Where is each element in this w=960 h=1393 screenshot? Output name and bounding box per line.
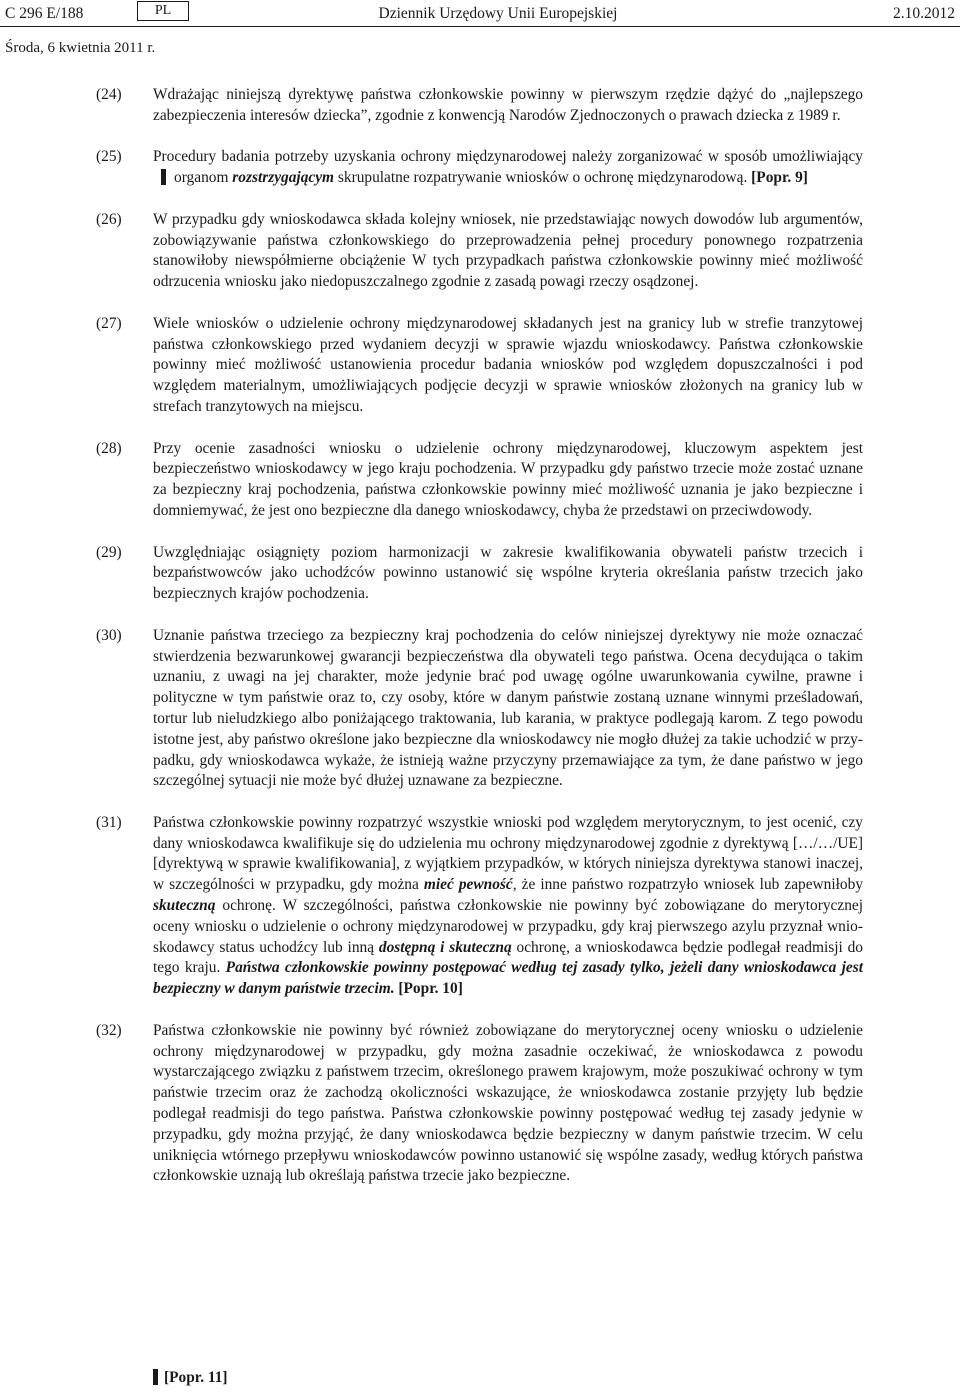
page-header [0, 0, 960, 26]
text-run: , że inne państwo rozpatrzyło wniosek lub zapewniłoby [512, 876, 864, 894]
recital-number: (24) [96, 86, 122, 103]
recital [0, 543, 960, 605]
change-bar [153, 1369, 158, 1385]
recital-number: (31) [96, 813, 122, 831]
recital [0, 813, 960, 1000]
recital-number: (28) [96, 439, 122, 457]
sitting-date: Środa, 6 kwietnia 2011 r. [5, 40, 156, 56]
text-run: skrupulatne rozpatrywanie wniosków o ochronę międzynarodową. [334, 169, 752, 187]
amendment-marker: [Popr. 9] [751, 169, 808, 187]
amended-text: dostępną i skuteczną [378, 938, 512, 956]
recital-text [153, 210, 863, 293]
recital [0, 147, 960, 189]
amendment-marker: [Popr. 11] [164, 1369, 228, 1386]
change-bar [161, 169, 166, 185]
recital-text [153, 626, 863, 792]
recital-text [153, 85, 863, 127]
amended-text: mieć pewność [423, 876, 513, 894]
text-run: Państwa członkowskie powinny rozpatrzyć wszystkie wnioski pod względem merytorycznym, to jest ocenić, czy dany wnioskodawca kwalifikuje się do udzielenia mu ochrony międzynarodowej zgodnie z dyrektywą […/…/UE] [dyrektywą w sprawie kwalifikowania], z wyjątkiem przypadków, w których niniejsza dyrektywa stanowi inaczej, w szczególności w przypadku, gdy można [153, 813, 863, 894]
recital-text [153, 1021, 863, 1187]
amended-text: Państwa członkowskie powinny postępować według tej zasady tylko, jeżeli dany wnioskodawca jest bezpieczny w danym państwie trzecim. [153, 959, 863, 998]
recital [0, 439, 960, 522]
language-badge: PL [137, 1, 189, 21]
recital [0, 626, 960, 792]
recital-number: (25) [96, 148, 122, 166]
recital [0, 1021, 960, 1187]
text-run: Państwa członkowskie nie powinny być również zobowiązane do merytorycznej oceny wniosku o udzielenie ochrony międzynarodowej w przypadku, gdy można zasadnie oczekiwać, że wnioskodawca z powodu wystarczającego związku z państwem trzecim, określonego prawem krajowym, może poszukiwać ochrony w tym państwie trzecim oraz że zachodzą okoliczności wskazujące, że wnioskodawca zostanie przyjęty lub będzie podlegał readmisji do tego państwa. Państwa członkowskie powinny postępować według tej zasady jedynie w przypadku, gdy można przyjąć, że dany wnioskodawca będzie bezpieczny w danym państwie trzecim. W celu uniknięcia wtórnego przepływu wnioskodawców powinno ustanowić się wspólne zasady, według których państwa członkowskie uznają lub określają państwa trzecie jako bezpieczne. [153, 1021, 863, 1185]
recital-text [153, 147, 863, 189]
amendment-marker: [Popr. 10] [398, 980, 463, 998]
amended-text: skuteczną [153, 897, 216, 915]
recital-number: (30) [96, 626, 122, 644]
text-run: Uznanie państwa trzeciego za bezpieczny kraj pochodzenia do celów niniejszej dyrektywy nie może oznaczać stwierdzenia bezwarunkowej gwarancji bezpieczeństwa dla obywateli tego państwa. Ocena decydująca o takim uznaniu, z uwagi na jej charakter, może jedynie brać pod uwagę ogólne uwarunkowania cywilne, prawne i polityczne w tym państwie oraz to, czy osoby, które w danym państwie zostaną uznane winnymi prześladowań, tortur lub nieludzkiego albo poniżającego traktowania, lub karania, w praktyce podlegają karom. Z tego powodu istotne jest, aby państwo określone jako bezpieczne dla wnioskodawcy nie mogło dłużej za takie uchodzić w przypadku, gdy wnioskodawca wykaże, że istnieją ważne przyczyny przemawiające za tym, że dane państwo w jego szczególnej sytuacji nie może być dłużej uznawane za bezpieczne. [153, 626, 863, 790]
recital-number: (32) [96, 1021, 122, 1039]
text-run: Wiele wniosków o udzielenie ochrony międzynarodowej składanych jest na granicy lub w strefie tranzytowej państwa członkowskiego przed wydaniem decyzji w sprawie wjazdu wnioskodawcy. Państwa członkowskie powinny mieć możliwość ustanowienia procedur badania wniosków pod względem dopuszczalności i pod względem materialnym, umożliwiających podjęcie decyzji w sprawie wniosków złożonych na granicy lub w strefach tranzytowych na miejscu. [153, 314, 863, 415]
recitals-list [0, 85, 960, 1208]
recital-number: (27) [96, 314, 122, 332]
recital [0, 314, 960, 418]
text-run: ochronę. W szczególności, państwa członkowskie nie powinny być zobowiązane do merytorycznej oceny wniosku o udzielenie o ochrony międzynarodowej w przypadku, gdy kraj pierwszego azylu przyznał wnioskodawcy status uchodźcy lub inną [153, 897, 863, 956]
recital [0, 85, 960, 127]
recital-number: (29) [96, 543, 122, 561]
final-amendment-marker [153, 1368, 228, 1389]
text-run: W przypadku gdy wnioskodawca składa kolejny wniosek, nie przedstawiając nowych dowodów lub argumentów, zobowiązywanie państwa członkowskiego do przeprowadzenia pełnej procedury ponownego rozpatrzenia stanowiłoby niewspółmierne obciążenie W tych przypadkach państwa członkowskie powinny mieć możliwość odrzucenia wniosku jako niedopuszczalnego zgodnie z zasadą powagi rzeczy osądzonej. [153, 210, 863, 291]
text-run: Wdrażając niniejszą dyrektywę państwa członkowskie powinny w pierwszym rzędzie dążyć do „najlepszego zabezpieczenia interesów dziecka”, zgodnie z konwencją Narodów Zjednoczonych o prawach dziecka z 1989 r. [153, 86, 863, 124]
amended-text: rozstrzygającym [232, 169, 335, 187]
page-reference: C 296 E/188 [5, 5, 84, 22]
text-run: Przy ocenie zasadności wniosku o udzielenie ochrony międzynarodowej, kluczowym aspektem jest bezpieczeństwo wnioskodawcy w jego kraju pochodzenia. W przypadku gdy państwo trzecie może zostać uznane za bezpieczny kraj pochodzenia, państwa członkowskie powinny mieć możliwość uznania je jako bezpieczne i domniemywać, że jest ono bezpieczne dla danego wnioskodawcy, chyba że przedstawi on przeciwdowody. [153, 439, 863, 519]
recital [0, 210, 960, 293]
recital-text [153, 314, 863, 418]
recital-text [153, 543, 863, 605]
header-rule [0, 26, 960, 27]
publication-date: 2.10.2012 [893, 5, 955, 22]
text-run: ochronę, a wnioskodawca będzie podlegał readmisji do tego kraju. [153, 938, 863, 977]
recital-text [153, 439, 863, 522]
text-run: organom [174, 169, 233, 187]
text-run: Procedury badania potrzeby uzyskania ochrony międzynarodowej należy zorganizować w sposób umożliwiający [153, 148, 863, 166]
text-run: Uwzględniając osiągnięty poziom harmonizacji w zakresie kwalifikowania obywateli państw trzecich i bezpaństwowców jako uchodźców powinno ustanowić się wspólne kryteria określania państw trzecich jako bezpiecznych krajów pochodzenia. [153, 543, 863, 603]
recital-number: (26) [96, 210, 122, 228]
recital-text [153, 813, 863, 1000]
journal-title: Dziennik Urzędowy Unii Europejskiej [378, 5, 618, 22]
